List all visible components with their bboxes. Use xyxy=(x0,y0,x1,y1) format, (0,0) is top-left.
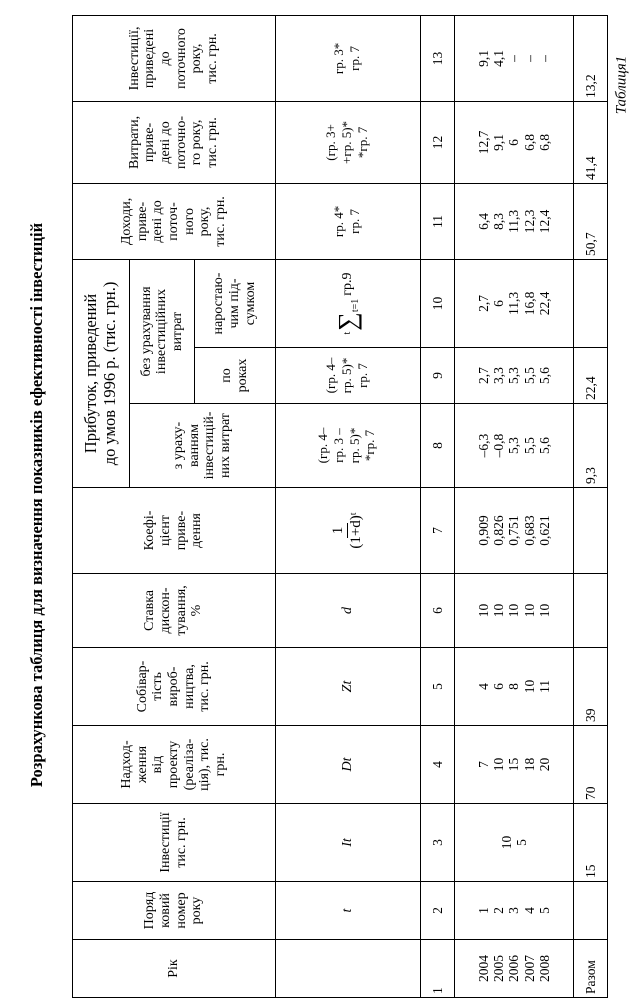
header-without-invest: без урахування інвестиційних витрат xyxy=(130,259,195,403)
header-invest-adj: Інвестиції, приведені до поточного року, тис. грн. xyxy=(73,15,276,101)
data-years: 2004 2005 2006 2007 2008 xyxy=(454,940,573,998)
totals-invest-adj: 13,2 xyxy=(574,15,608,101)
col-number-3: 3 xyxy=(420,804,454,882)
header-cumulative: наростаю- чим під- сумком xyxy=(195,259,276,347)
totals-label: Разом xyxy=(574,940,608,998)
col-number-6: 6 xyxy=(420,574,454,648)
data-with-invest: –6,3 –0,8 5,3 5,5 5,6 xyxy=(454,404,573,488)
formula-row xyxy=(275,15,420,997)
formula-with-invest: (гр. 4– гр. 3 – гр. 5)* *гр. 7 xyxy=(275,404,420,488)
data-coef: 0,909 0,826 0,751 0,683 0,621 xyxy=(454,488,573,574)
data-cumulative: 2,7 6 11,3 16,8 22,4 xyxy=(454,259,573,347)
formula-coef xyxy=(275,488,420,574)
header-with-invest: з ураху- ванням інвестицій- них витрат xyxy=(130,404,275,488)
table-container xyxy=(72,18,608,998)
totals-revenue-adj: 50,7 xyxy=(574,183,608,259)
header-revenue-adj: Доходи, приве- дені до поточ- ного року, тис. грн. xyxy=(73,183,276,259)
coef-fraction: 1 (1+d)ᵗ xyxy=(330,512,365,549)
formula-costs-adj: (гр. 3+ +гр. 5)* *гр. 7 xyxy=(275,101,420,183)
totals-by-years: 22,4 xyxy=(574,348,608,404)
col-number-8: 8 xyxy=(420,404,454,488)
data-costs-adj: 12,7 9,1 6 6,8 6,8 xyxy=(454,101,573,183)
data-order: 1 2 3 4 5 xyxy=(454,882,573,940)
header-cost: Собівар- тість вироб- ництва, тис. грн. xyxy=(73,648,276,726)
header-costs-adj: Витрати, приве- дені до поточно- го року, тис. грн. xyxy=(73,101,276,183)
col-number-1: 1 xyxy=(420,940,454,998)
totals-row xyxy=(574,15,608,997)
formula-revenue-adj: гр. 4* гр. 7 xyxy=(275,183,420,259)
formula-year xyxy=(275,940,420,998)
col-number-12: 12 xyxy=(420,101,454,183)
formula-by-years: (гр. 4– гр. 5)* гр. 7 xyxy=(275,348,420,404)
col-number-4: 4 xyxy=(420,726,454,804)
header-rate: Ставка дискон- тування, % xyxy=(73,574,276,648)
formula-income: Dt xyxy=(275,726,420,804)
data-revenue-adj: 6,4 8,3 11,3 12,3 12,4 xyxy=(454,183,573,259)
calculation-table xyxy=(72,15,608,998)
totals-coef xyxy=(574,488,608,574)
data-cost: 4 6 8 10 11 xyxy=(454,648,573,726)
data-invest-adj: 9,1 4,1 – – – xyxy=(454,15,573,101)
sum-formula: t ∑ t=1 гр.9 xyxy=(332,272,362,335)
column-numbers-row xyxy=(420,15,454,997)
col-number-5: 5 xyxy=(420,648,454,726)
header-profit-group: Прибуток, приведений до умов 1996 р. (тис. грн.) xyxy=(73,259,130,487)
formula-invest-adj: гр. 3* гр. 7 xyxy=(275,15,420,101)
formula-cost: Zt xyxy=(275,648,420,726)
totals-with-invest: 9,3 xyxy=(574,404,608,488)
table-title-text: Розрахункова таблиця для визначення показників ефективності інвестицій xyxy=(27,222,46,788)
table-title xyxy=(22,30,52,980)
col-number-2: 2 xyxy=(420,882,454,940)
col-number-11: 11 xyxy=(420,183,454,259)
header-income: Надход- ження від проекту (реаліза- ція), тис. грн. xyxy=(73,726,276,804)
totals-income: 70 xyxy=(574,726,608,804)
totals-rate xyxy=(574,574,608,648)
col-number-10: 10 xyxy=(420,259,454,347)
formula-cumulative xyxy=(275,259,420,347)
col-number-13: 13 xyxy=(420,15,454,101)
header-by-years: по роках xyxy=(195,348,276,404)
totals-costs-adj: 41,4 xyxy=(574,101,608,183)
totals-cost: 39 xyxy=(574,648,608,726)
formula-rate: d xyxy=(275,574,420,648)
header-row-1 xyxy=(73,15,130,997)
data-income: 7 10 15 18 20 xyxy=(454,726,573,804)
totals-cumulative xyxy=(574,259,608,347)
data-invest: 10 5 xyxy=(454,804,573,882)
header-invest: Інвестиції тис. грн. xyxy=(73,804,276,882)
totals-order xyxy=(574,882,608,940)
header-order: Поряд ковий номер року xyxy=(73,882,276,940)
col-number-7: 7 xyxy=(420,488,454,574)
col-number-9: 9 xyxy=(420,348,454,404)
formula-order: t xyxy=(275,882,420,940)
header-coef: Коефі- цієнт приве- дення xyxy=(73,488,276,574)
table-label xyxy=(612,30,632,140)
totals-invest: 15 xyxy=(574,804,608,882)
data-block xyxy=(454,15,573,997)
formula-invest: It xyxy=(275,804,420,882)
data-by-years: 2,7 3,3 5,3 5,5 5,6 xyxy=(454,348,573,404)
header-year: Рік xyxy=(73,940,276,998)
data-rate: 10 10 10 10 10 xyxy=(454,574,573,648)
table-label-text: Таблиця1 xyxy=(613,55,630,115)
